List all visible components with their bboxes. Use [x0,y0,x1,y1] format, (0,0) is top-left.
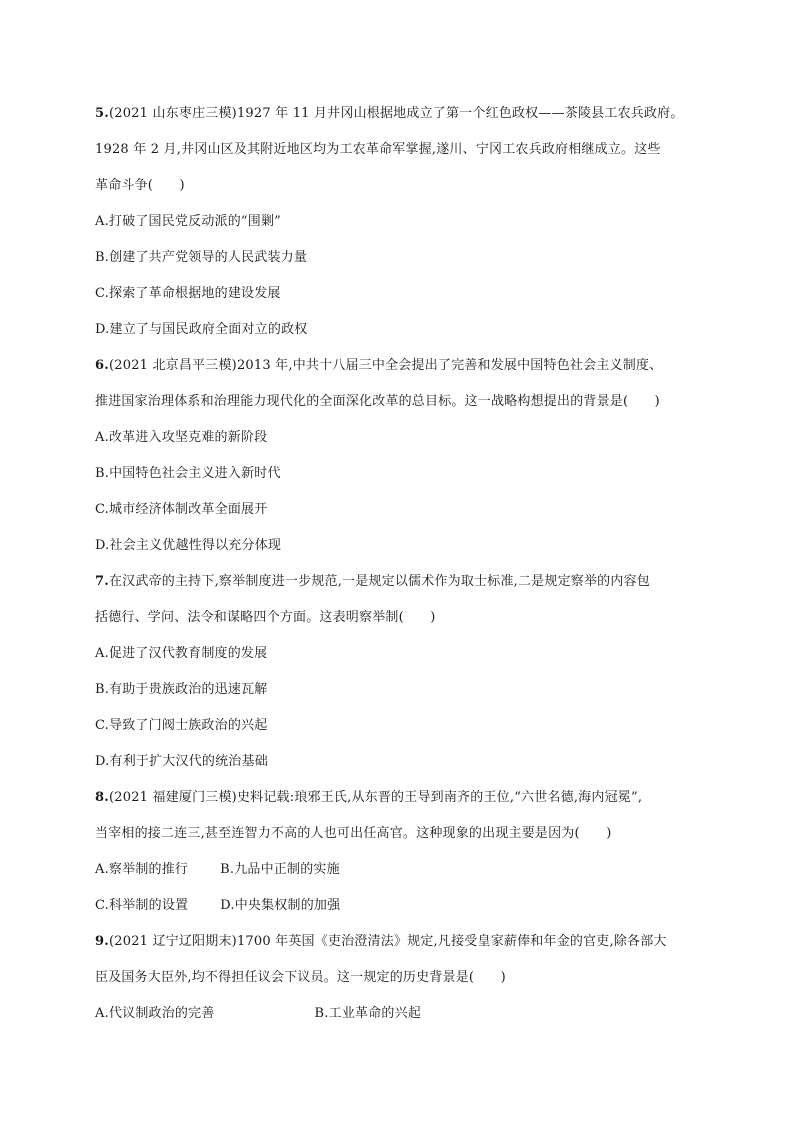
question-5-option-b[interactable]: B.创建了共产党领导的人民武装力量 [95,250,308,265]
question-6-stem-line-2: 推进国家治理体系和治理能力现代化的全面深化改革的总目标。这一战略构想提出的背景是( ) [95,394,660,409]
question-9-option-a[interactable]: A.代议制政治的完善 [95,1006,215,1021]
question-7-stem-line-2: 括德行、学问、法令和谋略四个方面。这表明察举制( ) [95,610,436,625]
question-7-option-c[interactable]: C.导致了门阀士族政治的兴起 [95,718,268,733]
question-7-stem-line-1: 7.在汉武帝的主持下,察举制度进一步规范,一是规定以儒术作为取士标准,二是规定察举的内容包 [95,574,650,589]
question-7-option-d[interactable]: D.有利于扩大汉代的统治基础 [95,754,268,769]
question-8-options-row-2 [95,897,340,915]
question-9-options-row-1 [95,1005,421,1023]
question-6-number: 6. [95,358,109,373]
question-7-option-a[interactable]: A.促进了汉代教育制度的发展 [95,646,268,661]
question-5-number: 5. [95,106,109,121]
question-8-options-row-1 [95,861,340,879]
question-8-option-a[interactable]: A.察举制的推行 [95,862,189,877]
question-9-option-b[interactable]: B.工业革命的兴起 [314,1006,422,1021]
question-6-option-d[interactable]: D.社会主义优越性得以充分体现 [95,538,282,553]
question-9-stem-line-1: 9.(2021 辽宁辽阳期末)1700 年英国《吏治澄清法》规定,凡接受皇家薪俸和年金的官吏,除各部大 [95,934,667,949]
question-9-stem-line-2: 臣及国务大臣外,均不得担任议会下议员。这一规定的历史背景是( ) [95,970,506,985]
question-5-stem-line-1: 5.(2021 山东枣庄三模)1927 年 11 月井冈山根据地成立了第一个红色政权——茶陵县工农兵政府。 [95,106,684,121]
question-9-number: 9. [95,934,109,949]
question-8-option-d[interactable]: D.中央集权制的加强 [220,898,341,913]
question-8-option-c[interactable]: C.科举制的设置 [95,898,189,913]
question-6-option-c[interactable]: C.城市经济体制改革全面展开 [95,502,268,517]
question-8-option-b[interactable]: B.九品中正制的实施 [220,862,340,877]
question-8-number: 8. [95,790,109,805]
question-5-stem-line-2: 1928 年 2 月,井冈山区及其附近地区均为工农革命军掌握,遂川、宁冈工农兵政府相继成立。这些 [95,142,661,157]
question-6-option-b[interactable]: B.中国特色社会主义进入新时代 [95,466,281,481]
question-6-stem-line-1: 6.(2021 北京昌平三模)2013 年,中共十八届三中全会提出了完善和发展中国特色社会主义制度、 [95,358,663,373]
question-8-stem-line-1: 8.(2021 福建厦门三模)史料记载:琅邪王氏,从东晋的王导到南齐的王位,“六世名德,海内冠冕”, [95,790,643,805]
question-6-option-a[interactable]: A.改革进入攻坚克难的新阶段 [95,430,268,445]
question-8-stem-line-2: 当宰相的接二连三,甚至连智力不高的人也可出任高官。这种现象的出现主要是因为( ) [95,826,612,841]
question-7-number: 7. [95,574,109,589]
question-5-stem-line-3: 革命斗争( ) [95,178,185,193]
question-5-option-d[interactable]: D.建立了与国民政府全面对立的政权 [95,322,308,337]
question-5-option-a[interactable]: A.打破了国民党反动派的“围剿” [95,214,282,229]
question-7-option-b[interactable]: B.有助于贵族政治的迅速瓦解 [95,682,268,697]
question-5-option-c[interactable]: C.探索了革命根据地的建设发展 [95,286,281,301]
